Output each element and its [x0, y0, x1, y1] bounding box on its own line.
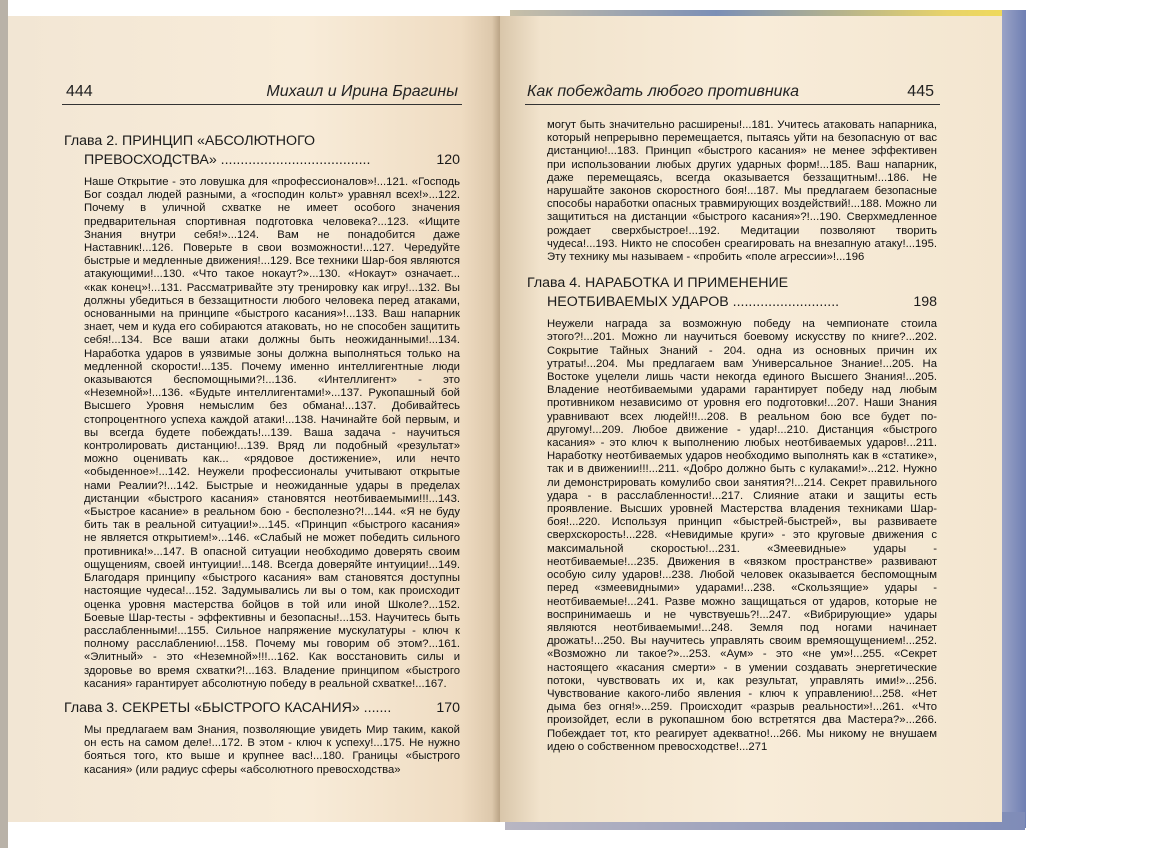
chapter-2-page-ref: 120	[436, 152, 460, 168]
chapter-3-page-ref: 170	[436, 699, 460, 716]
left-text-block	[64, 132, 460, 777]
running-head-title-left: Михаил и Ирина Брагины	[266, 83, 458, 100]
chapter-4-contents: Неужели наградa за возможную победу на чемпионате стоила этого?!...201. Можно ли научиться боевому искусству по книге?...202. Сокрытие Тайных Знаний - 204. одна из основных причин их утраты!...204. Мы предлагаем вам Универсальное Знание!...205. На Востоке уцелели лишь части некогда единого Высшего Знания!...205. Владение неотбиваемыми ударами гарантирует победу над любым противником независимо от уровня его подготовки!...207. Наши Знания уравнивают всех людей!!!...208. В реальном бою все будет по-другому!...209. Любое движение - удар!...210. Дистанция «быстрого касания» - это ключ к выполнению любых неотбиваемых ударов!...211. Наработку неотбиваемых ударов необходимо выполнять как в «статике», так и в движении!!!...211. «Добро должно быть с кулаками!»...212. Нужно ли демонстрировать комулибо свои занятия?!...214. Секрет правильного удара - в расслабленности!...217. Слияние атаки и защиты есть проявление. Высших уровней Мастерства владения техниками Шар-боя!...220. Используя принцип «быстрей-быстрей», вы развиваете сверхскорость!...228. «Невидимые круги» - это круговые движения с максимальной скоростью!...231. «Змеевидные» удары - неотбиваемые!...235. Движения в «вязком пространстве» развивают особую силу ударов!...238. Любой человек оказывается беспомощным перед «змеевидными» ударами!...238. «Скользящие» удары - неотбиваемые!...241. Разве можно защищаться от ударов, которые не воспринимаешь и не чувствуешь?!...247. «Вибрирующие» удары являются неотбиваемыми!...248. Земля под ногами начинает дрожать!...250. Вы научитесь управлять своим времяощущением!...252. «Возможно ли такое?»...253. «Аум» - это «не ум»!...255. «Секрет настоящего «касания смерти» - в умении создавать энергетические потоки, чувствовать их и, как результат, управлять ими!»...256. Чувствование какого-либо явления - ключ к управлению!...258. «Нет дыма без огня!»...259. Происходит «разрыв реальности»!...261. «Что произойдет, если в рукопашном бою встретятся два Мастера?»...266. Побеждает тот, кто реагирует адекватно!...266. Мы никому не внушаем идею о собственном превосходстве!...271	[547, 318, 937, 753]
running-head-right	[525, 71, 940, 105]
chapter-3-contents: Мы предлагаем вам Знания, позволяющие увидеть Мир таким, какой он есть на самом деле!...172. В этом - ключ к успеху!...175. Не нужно бояться того, кто выше и крупнее вас!...180. Границы «быстрого касания» (или радиус сферы «абсолютного превосходства»	[84, 723, 460, 776]
left-page	[8, 16, 500, 822]
running-head-title-right: Как побеждать любого противника	[527, 83, 800, 100]
chapter-3-title-text: Глава 3. СЕКРЕТЫ «БЫСТРОГО КАСАНИЯ» .......	[64, 699, 392, 716]
right-text-block	[527, 119, 937, 754]
chapter-4-title-line2-text: НЕОТБИВАЕМЫХ УДАРОВ ...........................	[547, 294, 840, 311]
chapter-4-title-line2	[527, 293, 937, 312]
right-page	[500, 16, 1002, 822]
chapter-2-heading	[64, 132, 460, 170]
book-cover-right-edge	[1002, 10, 1026, 828]
chapter-4-page-ref: 198	[913, 294, 937, 311]
page-number-right: 445	[907, 83, 934, 100]
chapter-2-title-line1: Глава 2. ПРИНЦИП «АБСОЛЮТНОГО	[64, 133, 316, 149]
chapter-2-contents: Наше Открытие - это ловушка для «профессионалов»!...121. «Господь Бог создал людей разными, а «господин кольт» уравнял всех!»...122. Почему в уличной схватке не имеет особого значения предварительная спортивная подготовка человека?...123. «Ищите Знания внутри себя!»...124. Вам не понадобится даже Наставник!...126. Поверьте в свои возможности!...127. Чередуйте быстрые и медленные движения!...129. Все техники Шар-боя являются атакующими!...130. «Что такое нокаут?»...130. «Нокаут» означает... «как конец»!...131. Рассматривайте эту тренировку как игру!...132. Вы должны убедиться в беззащитности любого человека перед атаками, основанными на принципе «быстрого касания»!...133. Ваш напарник знает, чем и куда его собираются атаковать, но не способен защитить себя!...134. Все ваши атаки должны быть неожиданными!...134. Наработка ударов в уязвимые зоны должна выполняться только на медленной скорости!...135. Почему именно интеллигентные люди оказываются беспомощными?!...136. «Интеллигент» - это «Неземной»!...136. «Будьте интеллигентами!»...137. Рукопашный бой Высшего Уровня немыслим без обмана!...137. Добивайтесь стопроцентного успеха каждой атаки!...138. Начинайте бой первым, и вы всегда будете побеждать!...139. Ваша задача - научиться контролировать дистанцию!...139. Вряд ли подобный «результат» можно оценивать как... «рядовое достижение», или нечто «обыденное»!...142. Неужели профессионалы учитывают открытые нами Реалии?!...142. Быстрые и неожиданные удары в пределах дистанции «быстрого касания» становятся неотбиваемыми!!!...143. «Быстрое касание» в реальном бою - бесполезно?!...144. «Я не буду бить так в реальной ситуации!»...145. «Принцип «быстрого касания» не является открытием!»...146. «Слабый не может победить сильного противника!»...147. В опасной ситуации необходимо доверять своим ощущениям, своей интуиции!...148. Всегда доверяйте интуиции!...149. Благодаря принципу «быстрого касания» вам становятся доступны настоящие чудеса!...152. Задумывались ли вы о том, как происходит оценка уровня мастерства бойцов в той или иной Школе?...152. Боевые Шар-тесты - эффективны и безопасны!...153. Научитесь быть расслабленными!...155. Сильное напряжение мускулатуры - ключ к полному расслаблению!...158. Почему мы говорим об этом?...161. «Элитный» - это «Неземной»!!!...162. Как восстановить силы и здоровье во время схватки?!...163. Владение принципом «быстрого касания» гарантирует абсолютную победу в реальной схватке!...167.	[84, 176, 460, 690]
chapter-2-title-line2	[64, 151, 460, 170]
page-number-left: 444	[66, 83, 93, 100]
running-head-left	[62, 71, 462, 105]
chapter-3-title-line	[64, 699, 460, 718]
chapter-3-contents-continued: могут быть значительно расширены!...181. Учитесь атаковать напарника, который непрерывно перемещается, пытаясь уйти на безопасную от вас дистанцию!...183. Принцип «быстрого касания» не менее эффективен при использовании любых других ударных форм!...185. Ваш напарник, даже перемещаясь, всегда оказывается беззащитным!...186. Не нарушайте законов скоростного боя!...187. Мы предлагаем безопасные способы наработки опасных травмирующих воздействий!...188. Можно ли защититься на дистанции «быстрого касания»?!...190. Сверхмедленное рождает сверхбыстрое!...192. Медитации позволяют творить чудеса!...193. Никто не способен среагировать на внезапную атаку!...195. Эту технику мы называем - «пробить «поле агрессии»!...196	[547, 119, 937, 264]
chapter-2-title-line2-text: ПРЕВОСХОДСТВА» ......................................	[84, 152, 371, 168]
book-edge-left	[0, 0, 8, 848]
chapter-3-heading	[64, 699, 460, 718]
chapter-4-title-line1: Глава 4. НАРАБОТКА И ПРИМЕНЕНИЕ	[527, 275, 789, 292]
chapter-4-heading	[527, 274, 937, 312]
